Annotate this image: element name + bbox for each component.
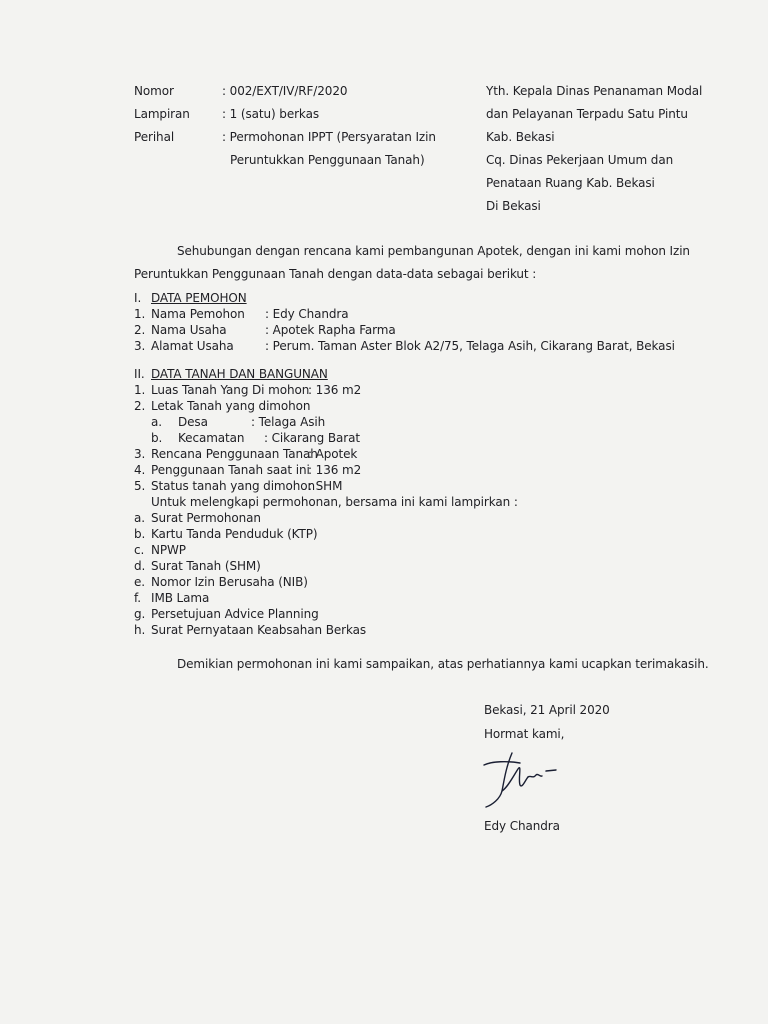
perihal-label: Perihal [134, 130, 175, 144]
section2-item-number: 5. [134, 479, 146, 493]
intro-line-1: Sehubungan dengan rencana kami pembangunan Apotek, dengan ini kami mohon Izin [177, 244, 690, 258]
sub-item-label: Kecamatan [178, 431, 245, 445]
sub-item-number: b. [151, 431, 163, 445]
section1-item-number: 3. [134, 339, 146, 353]
recipient-line: Penataan Ruang Kab. Bekasi [486, 176, 655, 190]
section1-item-label: Nama Usaha [151, 323, 227, 337]
section2-item-value: : 136 m2 [308, 463, 362, 477]
attachment-text: Surat Permohonan [151, 511, 261, 525]
attachment-number: g. [134, 607, 146, 621]
section2-item-label: Letak Tanah yang dimohon [151, 399, 311, 413]
attachment-text: NPWP [151, 543, 186, 557]
recipient-line: dan Pelayanan Terpadu Satu Pintu [486, 107, 688, 121]
section1-item-value: : Apotek Rapha Farma [265, 323, 396, 337]
section2-item-number: 3. [134, 447, 146, 461]
sub-item-number: a. [151, 415, 162, 429]
section2-item-value: : 136 m2 [308, 383, 362, 397]
attachment-number: c. [134, 543, 145, 557]
signatory-name: Edy Chandra [484, 819, 560, 833]
section2-item-number: 2. [134, 399, 146, 413]
lampiran-label: Lampiran [134, 107, 190, 121]
sub-item-value: : Telaga Asih [251, 415, 326, 429]
section2-item-label: Rencana Penggunaan Tanah [151, 447, 318, 461]
attachment-number: a. [134, 511, 145, 525]
recipient-line: Di Bekasi [486, 199, 541, 213]
nomor-value: : 002/EXT/IV/RF/2020 [222, 84, 348, 98]
attachment-number: h. [134, 623, 146, 637]
section1-title: DATA PEMOHON [151, 291, 247, 305]
section1-item-number: 2. [134, 323, 146, 337]
attachment-text: Nomor Izin Berusaha (NIB) [151, 575, 308, 589]
lampiran-value: : 1 (satu) berkas [222, 107, 319, 121]
perihal-value-line1: : Permohonan IPPT (Persyaratan Izin [222, 130, 436, 144]
attachment-text: IMB Lama [151, 591, 210, 605]
greeting: Hormat kami, [484, 727, 565, 741]
section2-item-value: : Apotek [308, 447, 358, 461]
handwritten-signature [478, 745, 570, 813]
attachment-text: Persetujuan Advice Planning [151, 607, 319, 621]
recipient-line: Cq. Dinas Pekerjaan Umum dan [486, 153, 674, 167]
section2-item-number: 4. [134, 463, 146, 477]
section1-item-label: Alamat Usaha [151, 339, 234, 353]
section1-item-value: : Edy Chandra [265, 307, 349, 321]
recipient-line: Kab. Bekasi [486, 130, 555, 144]
attachment-number: e. [134, 575, 145, 589]
place-date: Bekasi, 21 April 2020 [484, 703, 610, 717]
section2-number: II. [134, 367, 145, 381]
intro-line-2: Peruntukkan Penggunaan Tanah dengan data-data sebagai berikut : [134, 267, 537, 281]
attachment-text: Kartu Tanda Penduduk (KTP) [151, 527, 318, 541]
sub-item-value: : Cikarang Barat [264, 431, 360, 445]
section2-title: DATA TANAH DAN BANGUNAN [151, 367, 328, 381]
section1-item-number: 1. [134, 307, 146, 321]
sub-item-label: Desa [178, 415, 208, 429]
attachment-text: Surat Tanah (SHM) [151, 559, 261, 573]
section2-item-label: Penggunaan Tanah saat ini [151, 463, 310, 477]
attachments-intro: Untuk melengkapi permohonan, bersama ini kami lampirkan : [151, 495, 518, 509]
section2-item-label: Status tanah yang dimohon [151, 479, 316, 493]
section1-item-value: : Perum. Taman Aster Blok A2/75, Telaga Asih, Cikarang Barat, Bekasi [265, 339, 675, 353]
section2-item-value: : SHM [308, 479, 343, 493]
attachment-number: d. [134, 559, 146, 573]
attachment-number: f. [134, 591, 141, 605]
section2-item-number: 1. [134, 383, 146, 397]
closing-paragraph: Demikian permohonan ini kami sampaikan, atas perhatiannya kami ucapkan terimakasih. [177, 657, 709, 671]
nomor-label: Nomor [134, 84, 174, 98]
attachment-text: Surat Pernyataan Keabsahan Berkas [151, 623, 367, 637]
perihal-value-line2: Peruntukkan Penggunaan Tanah) [230, 153, 425, 167]
section1-item-label: Nama Pemohon [151, 307, 245, 321]
attachment-number: b. [134, 527, 146, 541]
recipient-line: Yth. Kepala Dinas Penanaman Modal [486, 84, 703, 98]
section2-item-label: Luas Tanah Yang Di mohon [151, 383, 310, 397]
section1-number: I. [134, 291, 142, 305]
